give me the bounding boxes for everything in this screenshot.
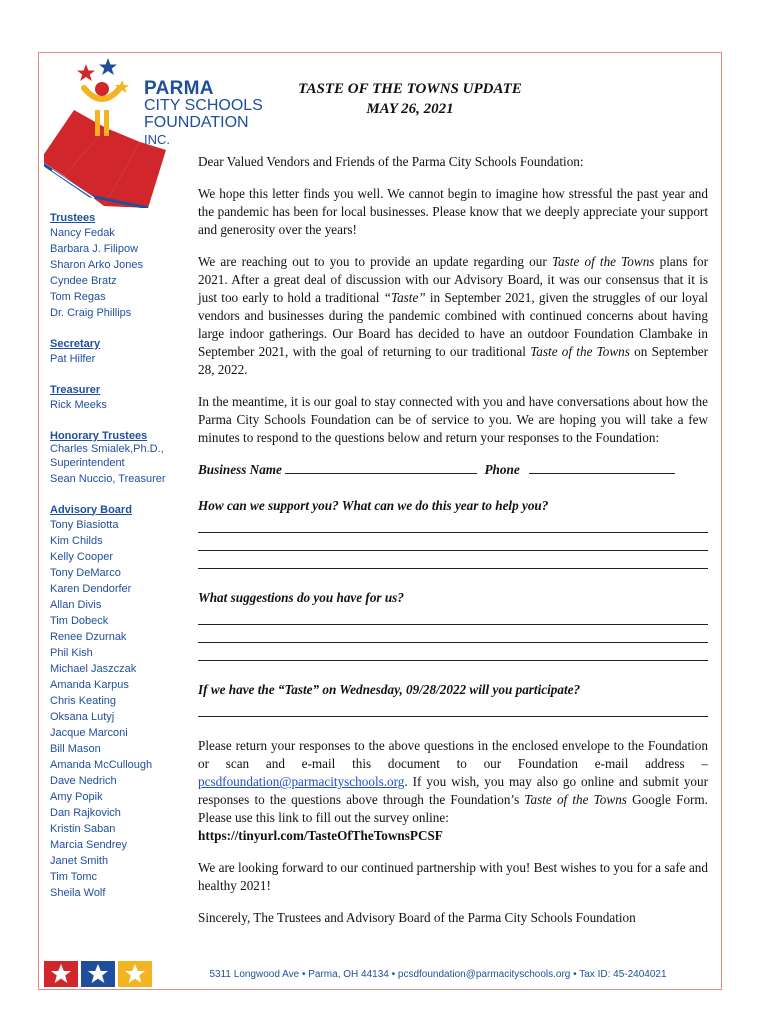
business-name-field[interactable] — [285, 473, 477, 474]
event-name: Taste of the Towns — [551, 254, 655, 269]
advisory-member-name: Michael Jaszczak — [50, 662, 137, 675]
honorary-trustee-name: Charles Smialek,Ph.D., Superintendent — [50, 443, 164, 469]
closing: Sincerely, The Trustees and Advisory Board of the Parma City Schools Foundation — [198, 910, 636, 925]
business-phone-row — [198, 461, 708, 479]
paragraph-2-text: plans for 2021. After a great deal of discussion with our Advisory Board, it was our consensus that it is just too early to hold a traditional — [198, 254, 708, 305]
star-icon — [99, 58, 117, 75]
footer-stars — [44, 961, 154, 987]
advisory-member-name: Janet Smith — [50, 854, 109, 867]
answer-area-participate — [198, 699, 708, 717]
survey-url[interactable]: https://tinyurl.com/TasteOfTheTownsPCSF — [198, 828, 443, 843]
paragraph-2-text: in September 2021, given the struggles of our loyal vendors and businesses during the pandemic combined with continued concerns about having large indoor gatherings. Our Board has decided to have an outdoor Foundation Clambake in September 2021, with the goal of returning to our traditional — [198, 290, 708, 359]
advisory-member-name: Kristin Saban — [50, 822, 116, 835]
secretary-heading: Secretary — [50, 338, 101, 350]
paragraph-4-text: Please return your responses to the above questions in the enclosed envelope to the Foundation or scan and e-mail this document to our Foundation e-mail address – — [198, 738, 708, 771]
org-name-line2: CITY SCHOOLS — [144, 97, 263, 114]
answer-area-suggestions — [198, 607, 708, 661]
advisory-board-list — [50, 517, 175, 901]
title-line1: TASTE OF THE TOWNS UPDATE — [298, 81, 522, 97]
letter-title — [230, 79, 590, 119]
treasurer-name: Rick Meeks — [50, 399, 107, 411]
question-support: How can we support you? What can we do this year to help you? — [198, 498, 549, 513]
answer-line[interactable] — [198, 643, 708, 661]
advisory-member-name: Marcia Sendrey — [50, 838, 128, 851]
phone-field[interactable] — [529, 473, 675, 474]
advisory-member-name: Tony DeMarco — [50, 566, 121, 579]
trustees-list — [50, 225, 175, 321]
trustees-heading: Trustees — [50, 212, 96, 224]
advisory-member-name: Oksana Lutyj — [50, 710, 115, 723]
question-suggestions: What suggestions do you have for us? — [198, 590, 404, 605]
answer-line[interactable] — [198, 699, 708, 717]
advisory-member-name: Dan Rajkovich — [50, 806, 121, 819]
advisory-member-name: Tim Dobeck — [50, 614, 109, 627]
letter-body — [198, 153, 708, 927]
salutation: Dear Valued Vendors and Friends of the Parma City Schools Foundation: — [198, 154, 584, 169]
advisory-member-name: Tony Biasiotta — [50, 518, 119, 531]
advisory-member-name: Phil Kish — [50, 646, 93, 659]
org-name-line3: FOUNDATION — [144, 114, 249, 131]
org-name-line1: PARMA — [144, 78, 214, 99]
paragraph-1: We hope this letter finds you well. We cannot begin to imagine how stressful the past year and the pandemic has been for local businesses. Please know that we deeply appreciate your support and generosity over the years! — [198, 186, 708, 237]
paragraph-4-text: . If you wish, you may also go online and submit your responses to the questions above through the Foundation’s — [198, 774, 708, 807]
answer-line[interactable] — [198, 551, 708, 569]
paragraph-4-text: Google Form. Please use this link to fill out the survey online: — [198, 792, 708, 825]
trustee-name: Dr. Craig Phillips — [50, 307, 132, 319]
org-name-line4: INC. — [144, 132, 170, 147]
advisory-member-name: Renee Dzurnak — [50, 630, 127, 643]
advisory-board-heading: Advisory Board — [50, 503, 132, 516]
email-link[interactable]: pcsdfoundation@parmacityschools.org — [198, 774, 405, 789]
footer-address: 5311 Longwood Ave • Parma, OH 44134 • pcsdfoundation@parmacityschools.org • Tax ID: 45-2404021 — [209, 969, 667, 980]
paragraph-3: In the meantime, it is our goal to stay connected with you and have conversations about how the Parma City Schools Foundation can be of service to you. We are hoping you will take a few minutes to respond to the questions below and return your responses to the Foundation: — [198, 394, 708, 445]
treasurer-heading: Treasurer — [50, 384, 101, 396]
advisory-member-name: Jacque Marconi — [50, 726, 128, 739]
advisory-member-name: Amanda Karpus — [50, 678, 129, 691]
trustee-name: Sharon Arko Jones — [50, 259, 143, 271]
secretary-name: Pat Hilfer — [50, 353, 96, 365]
trustee-name: Barbara J. Filipow — [50, 243, 139, 255]
paragraph-2-text: on September 28, 2022. — [198, 344, 709, 377]
sidebar-roster — [50, 211, 175, 901]
paragraph-4 — [198, 737, 708, 845]
honorary-trustee-name: Sean Nuccio, Treasurer — [50, 473, 166, 485]
answer-area-support — [198, 515, 708, 569]
phone-label: Phone — [484, 462, 520, 477]
advisory-member-name: Chris Keating — [50, 694, 117, 707]
advisory-member-name: Sheila Wolf — [50, 886, 106, 899]
advisory-member-name: Dave Nedrich — [50, 774, 117, 787]
advisory-member-name: Allan Divis — [50, 598, 102, 611]
trustee-name: Tom Regas — [50, 291, 106, 303]
event-name: Taste of the Towns — [524, 792, 627, 807]
trustee-name: Cyndee Bratz — [50, 275, 117, 287]
advisory-member-name: Karen Dendorfer — [50, 582, 132, 595]
answer-line[interactable] — [198, 515, 708, 533]
paragraph-2-text: We are reaching out to you to provide an update regarding our — [198, 254, 552, 269]
star-icon — [77, 64, 95, 81]
advisory-member-name: Amy Popik — [50, 790, 103, 803]
title-date: MAY 26, 2021 — [366, 101, 454, 117]
advisory-member-name: Bill Mason — [50, 742, 101, 755]
trustee-name: Nancy Fedak — [50, 227, 115, 239]
advisory-member-name: Tim Tomc — [50, 870, 98, 883]
paragraph-2 — [198, 253, 708, 379]
answer-line[interactable] — [198, 625, 708, 643]
honorary-trustees-heading: Honorary Trustees — [50, 430, 148, 442]
advisory-member-name: Kim Childs — [50, 534, 103, 547]
event-name: “Taste” — [383, 290, 426, 305]
answer-line[interactable] — [198, 533, 708, 551]
question-participate: If we have the “Taste” on Wednesday, 09/28/2022 will you participate? — [198, 682, 581, 697]
advisory-member-name: Amanda McCullough — [50, 758, 153, 771]
advisory-member-name: Kelly Cooper — [50, 550, 113, 563]
answer-line[interactable] — [198, 607, 708, 625]
event-name: Taste of the Towns — [530, 344, 630, 359]
paragraph-5: We are looking forward to our continued partnership with you! Best wishes to you for a safe and healthy 2021! — [198, 860, 708, 893]
business-name-label: Business Name — [198, 462, 282, 477]
